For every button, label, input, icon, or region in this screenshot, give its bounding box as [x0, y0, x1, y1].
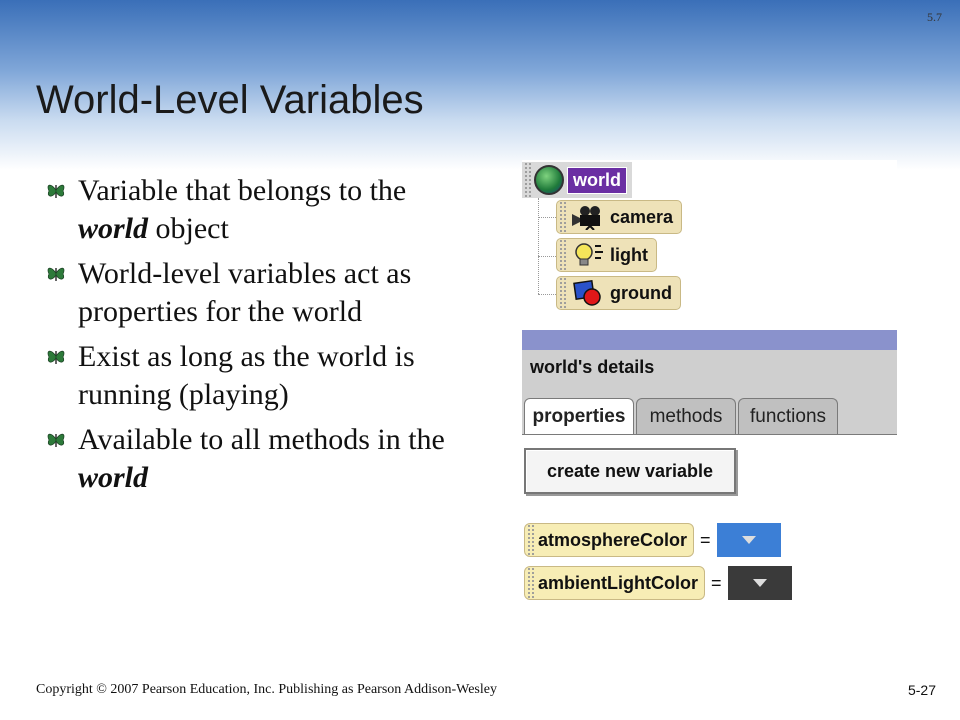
butterfly-icon [46, 430, 66, 450]
tree-label-light: light [610, 244, 648, 265]
alice-screenshot [522, 160, 897, 610]
tree-connector [538, 256, 556, 257]
section-number: 5.7 [927, 10, 942, 24]
page-number: 5-27 [907, 682, 936, 698]
drag-handle[interactable] [559, 277, 566, 309]
tab-divider [522, 434, 897, 435]
property-row-atmospherecolor [524, 522, 781, 558]
tree-connector [538, 294, 556, 295]
drag-handle[interactable] [559, 239, 566, 271]
tree-item-light[interactable] [556, 238, 657, 272]
tree-label-camera: camera [610, 206, 674, 227]
tree-connector [538, 217, 556, 218]
chevron-down-icon [742, 536, 756, 544]
ground-icon [570, 280, 606, 306]
bullet-item [46, 421, 466, 497]
bullet-text: object [148, 212, 229, 245]
bullet-list [46, 172, 466, 504]
color-dropdown[interactable] [728, 566, 792, 600]
light-bulb-icon [570, 242, 606, 268]
equals-sign: = [700, 529, 711, 550]
drag-handle[interactable] [524, 162, 531, 198]
bullet-item [46, 255, 466, 331]
create-new-variable-button[interactable]: create new variable [524, 448, 736, 494]
butterfly-icon [46, 264, 66, 284]
tree-connector [538, 198, 539, 294]
tree-label-ground: ground [610, 282, 672, 303]
property-tile[interactable] [524, 566, 705, 600]
drag-handle[interactable] [559, 201, 566, 233]
bullet-item [46, 338, 466, 414]
bullet-emphasis: world [78, 461, 149, 494]
bullet-text: World-level variables act as properties for the world [78, 257, 412, 328]
property-row-ambientlightcolor [524, 565, 792, 601]
property-tile[interactable] [524, 523, 694, 557]
bullet-text: Exist as long as the world is running (playing) [78, 340, 415, 411]
butterfly-icon [46, 347, 66, 367]
globe-icon [534, 165, 564, 195]
details-tabs [522, 398, 897, 435]
details-title: world's details [522, 350, 897, 400]
tab-functions[interactable]: functions [738, 398, 838, 434]
bullet-item [46, 172, 466, 248]
copyright-notice: Copyright © 2007 Pearson Education, Inc. Publishing as Pearson Addison-Wesley [36, 682, 497, 697]
tab-methods[interactable]: methods [636, 398, 736, 434]
details-header-bar [522, 330, 897, 350]
tree-item-world[interactable] [522, 162, 632, 198]
drag-handle[interactable] [527, 567, 534, 599]
bullet-text: Variable that belongs to the [78, 174, 407, 207]
butterfly-icon [46, 181, 66, 201]
tree-item-camera[interactable] [556, 200, 682, 234]
equals-sign: = [711, 572, 722, 593]
tree-label-world: world [567, 167, 627, 194]
tab-properties[interactable]: properties [524, 398, 634, 435]
bullet-text: Available to all methods in the [78, 423, 445, 456]
drag-handle[interactable] [527, 524, 534, 556]
property-name: ambientLightColor [538, 572, 698, 593]
tree-item-ground[interactable] [556, 276, 681, 310]
chevron-down-icon [753, 579, 767, 587]
slide-title: World-Level Variables [36, 78, 424, 122]
bullet-emphasis: world [78, 212, 149, 245]
color-dropdown[interactable] [717, 523, 781, 557]
camera-icon [570, 204, 606, 230]
property-name: atmosphereColor [538, 529, 688, 550]
